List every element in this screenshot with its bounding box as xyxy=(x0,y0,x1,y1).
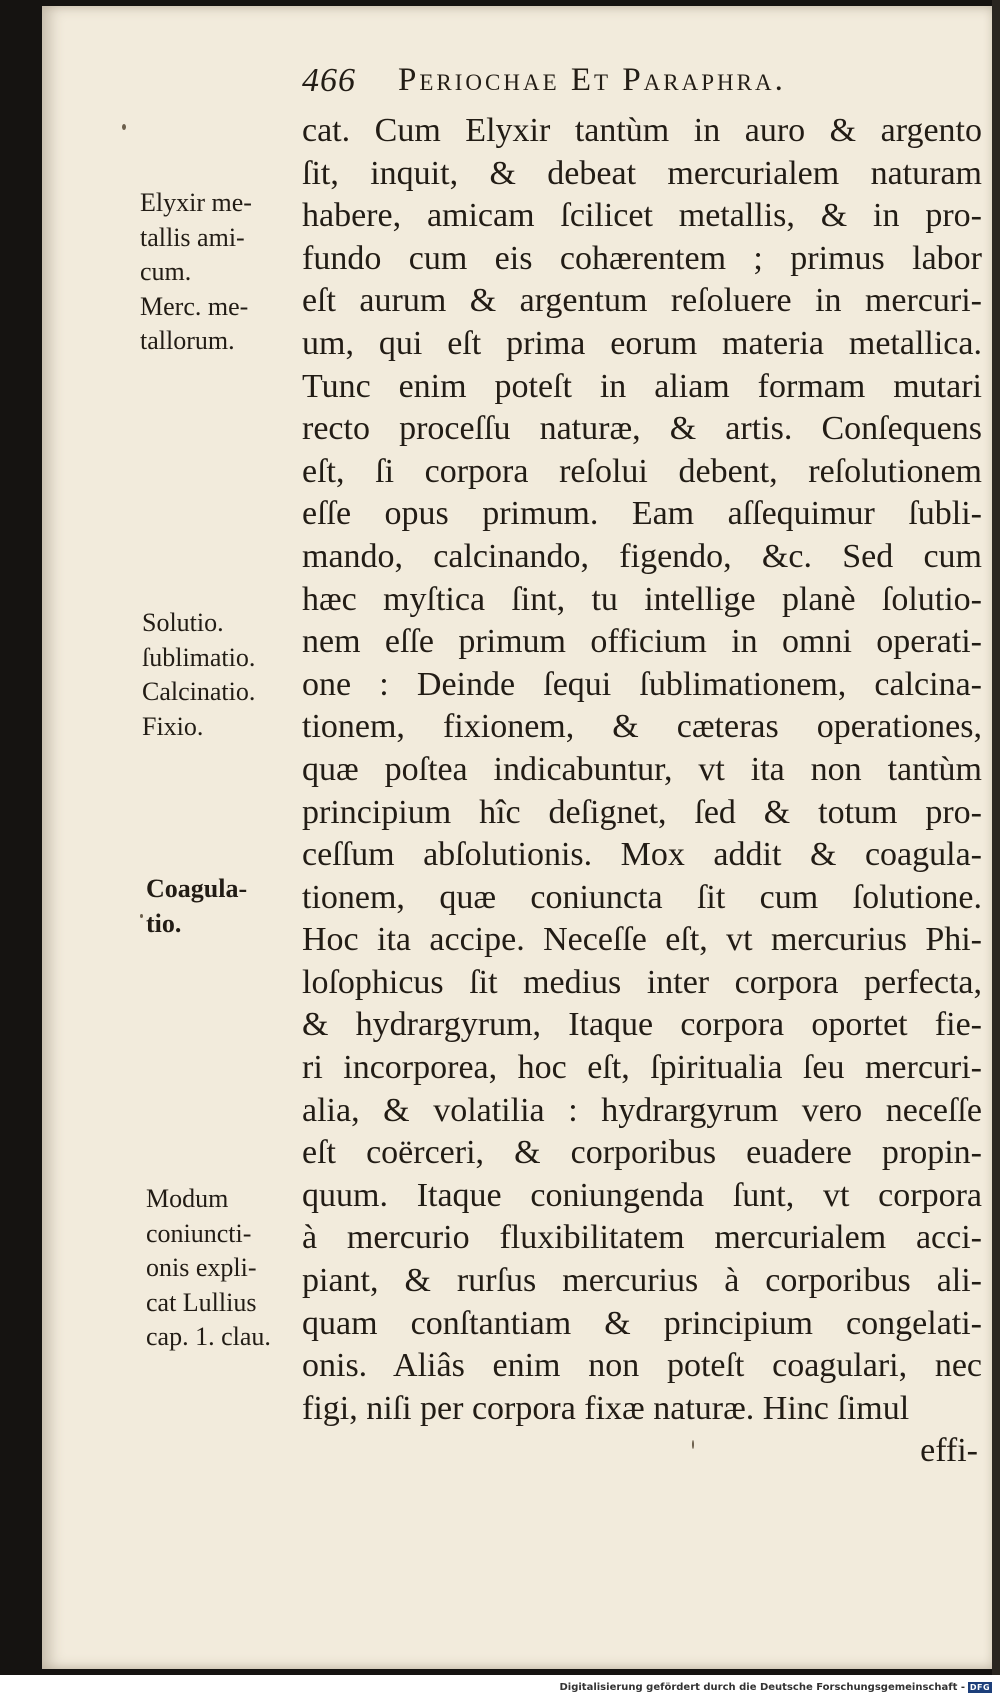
text-line: ſit, inquit, & debeat mercurialem naturam xyxy=(302,154,982,192)
text-line: alia, & volatilia : hydrargyrum vero neceſſe xyxy=(302,1091,982,1129)
text-line: piant, & rurſus mercurius à corporibus ali- xyxy=(302,1262,982,1300)
text-line: ceſſum abſolutionis. Mox addit & coagula- xyxy=(302,836,982,874)
text-line: um, qui eſt prima eorum materia metallica. xyxy=(302,324,982,362)
page-edge xyxy=(992,0,1000,1675)
text-line: principium hîc deſignet, ſed & totum pro- xyxy=(302,793,982,831)
text-line: loſophicus ſit medius inter corpora perfecta, xyxy=(302,963,982,1001)
text-line: Hoc ita accipe. Neceſſe eſt, vt mercurius Phi- xyxy=(302,921,982,959)
text-line: eſt, ſi corpora reſolui debent, reſolutionem xyxy=(302,452,982,490)
marginal-note-elyxir: Elyxir me- tallis ami- cum. Merc. me- tallorum. xyxy=(140,188,252,355)
text-line: eſt coërceri, & corporibus euadere propin- xyxy=(302,1134,982,1172)
text-line: mando, calcinando, figendo, &c. Sed cum xyxy=(302,537,982,575)
page-header xyxy=(302,56,942,106)
credit-text: Digitalisierung gefördert durch die Deutsche Forschungsgemeinschaft - xyxy=(559,1682,965,1693)
running-title: Periochae Et Paraphra. xyxy=(398,62,786,98)
text-line: quam conſtantiam & principium congelati- xyxy=(302,1304,982,1342)
text-line: tionem, fixionem, & cæteras operationes, xyxy=(302,708,982,746)
text-line: onis. Aliâs enim non poteſt coagulari, nec xyxy=(302,1347,982,1385)
marginal-note-solutio: Solutio. ſublimatio. Calcinatio. Fixio. xyxy=(142,608,256,741)
text-line: habere, amicam ſcilicet metallis, & in pro- xyxy=(302,197,982,235)
text-line: eſſe opus primum. Eam aſſequimur ſubli- xyxy=(302,495,982,533)
text-line: Tunc enim poteſt in aliam formam mutari xyxy=(302,367,982,405)
text-line: ri incorporea, hoc eſt, ſpiritualia ſeu mercuri- xyxy=(302,1049,982,1087)
text-line: & hydrargyrum, Itaque corpora oportet fie- xyxy=(302,1006,982,1044)
text-line: recto proceſſu naturæ, & artis. Conſequens xyxy=(302,410,982,448)
ink-speck xyxy=(122,124,126,130)
text-line: cat. Cum Elyxir tantùm in auro & argento xyxy=(302,112,982,149)
text-line: quum. Itaque coniungenda ſunt, vt corpora xyxy=(302,1176,982,1214)
text-line: nem eſſe primum officium in omni operati- xyxy=(302,623,982,661)
text-line: hæc myſtica ſint, tu intellige planè ſolutio- xyxy=(302,580,982,618)
text-line: à mercurio fluxibilitatem mercurialem acci- xyxy=(302,1219,982,1257)
main-text-block xyxy=(302,110,982,1473)
text-line: figi, niſi per corpora fixæ naturæ. Hinc ſimul xyxy=(302,1389,910,1427)
ink-speck xyxy=(140,914,143,918)
marginal-note-coagulatio: Coagula- tio. xyxy=(146,874,248,938)
text-line: one : Deinde ſequi ſublimationem, calcina- xyxy=(302,665,982,703)
marginal-note-modum: Modum coniuncti- onis expli- cat Lullius cap. 1. clau. xyxy=(146,1184,271,1351)
text-line: fundo cum eis cohærentem ; primus labor xyxy=(302,239,982,277)
text-line: eſt aurum & argentum reſoluere in mercuri- xyxy=(302,282,982,320)
text-line: quæ poſtea indicabuntur, vt ita non tantùm xyxy=(302,750,982,788)
dfg-logo: DFG xyxy=(969,1683,991,1692)
page-number: 466 xyxy=(302,62,356,99)
text-line: tionem, quæ coniuncta ſit cum ſolutione. xyxy=(302,878,982,916)
digitization-credit xyxy=(559,1682,992,1693)
catchword: effi- xyxy=(920,1432,978,1470)
